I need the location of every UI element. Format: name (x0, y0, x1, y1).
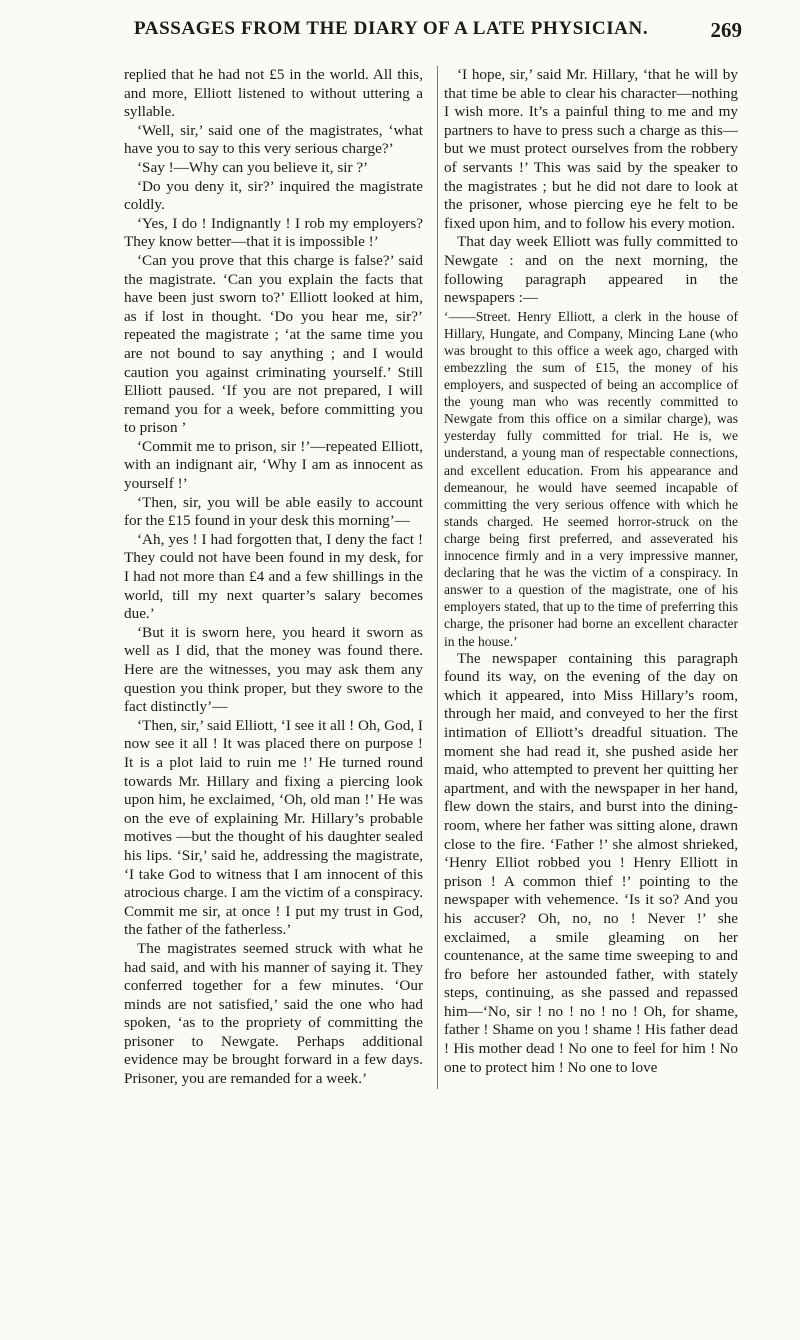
paragraph: ‘Then, sir,’ said Elliott, ‘I see it all ! Oh, God, I now see it all ! It was placed there on purpose ! It is a plot laid to ruin me !’ He turned round towards Mr. Hillary and fixing a piercing look upon him, he exclaimed, ‘Oh, old man !’ He was on the eve of explaining Mr. Hillary’s probable motives —but the thought of his daughter sealed his lips. ‘Sir,’ said he, addressing the magistrate, ‘I take God to witness that I am innocent of this atrocious charge. I am the victim of a conspiracy. Commit me sir, at once ! I put my trust in God, the father of the fatherless.’ (124, 716, 423, 939)
paragraph: ‘——Street. Henry Elliott, a clerk in the house of Hillary, Hungate, and Company, Mincing Lane (who was brought to this office a week ago, charged with embezzling the sum of £15, the money of his employers, and suspected of being an accomplice of the young man who was recently committed to Newgate from this office on a similar charge), was yesterday fully committed for trial. He is, we understand, a young man of respectable connections, and excellent education. From his appearance and demeanour, he would have seemed incapable of committing the very serious offence with which he stands charged. He seemed horror-struck on the charge being first preferred, and asseverated his innocence firmly and in a very impressive manner, declaring that he was the victim of a conspiracy. In answer to a question of the magistrate, one of his employers stated, that up to the time of preferring this charge, the prisoner had borne an excellent character in the house.’ (444, 308, 738, 649)
page-number: 269 (710, 18, 742, 42)
paragraph: ‘Yes, I do ! Indignantly ! I rob my employers? They know better—that it is impossible !’ (124, 214, 423, 251)
paragraph: ‘Then, sir, you will be able easily to account for the £15 found in your desk this morning’— (124, 493, 423, 530)
paragraph: ‘But it is sworn here, you heard it sworn as well as I did, that the money was found there. Here are the witnesses, you may ask them any question you think proper, but they swore to the fact distinctly’— (124, 623, 423, 716)
paragraph: ‘Ah, yes ! I had forgotten that, I deny the fact ! They could not have been found in my desk, for I had not more than £4 and a few shillings in the world, till my next quarter’s salary becomes due.’ (124, 530, 423, 623)
right-column (437, 66, 738, 1089)
page-header (124, 18, 742, 52)
paragraph: ‘Commit me to prison, sir !’—repeated Elliott, with an indignant air, ‘Why I am as innocent as yourself !’ (124, 437, 423, 493)
text-columns (124, 66, 738, 1089)
running-title: PASSAGES FROM THE DIARY OF A LATE PHYSICIAN. (134, 18, 649, 39)
paragraph: That day week Elliott was fully committed to Newgate : and on the next morning, the following paragraph appeared in the newspapers :— (444, 233, 738, 307)
paragraph: The magistrates seemed struck with what he had said, and with his manner of saying it. They conferred together for a few minutes. ‘Our minds are not satisfied,’ said the one who had spoken, ‘as to the propriety of committing the prisoner to Newgate. Perhaps additional evidence may be brought forward in a few days. Prisoner, you are remanded for a week.’ (124, 939, 423, 1088)
paragraph: ‘Say !—Why can you believe it, sir ?’ (137, 158, 369, 176)
paragraph: ‘I hope, sir,’ said Mr. Hillary, ‘that he will by that time be able to clear his character—nothing I wish more. It’s a painful thing to me and my partners to have to press such a charge as this—but we must protect ourselves from the robbery of servants !’ This was said by the speaker to the magistrates ; but he did not dare to look at the prisoner, whose piercing eye he felt to be fixed upon him, and to follow his every motion. (444, 66, 738, 232)
paragraph: ‘Do you deny it, sir?’ inquired the magistrate coldly. (124, 177, 423, 214)
paragraph: replied that he had not £5 in the world. All this, and more, Elliott listened to without uttering a syllable. (124, 66, 423, 121)
paragraph: ‘Well, sir,’ said one of the magistrates, ‘what have you to say to this very serious charge?’ (124, 121, 423, 158)
paragraph: ‘Can you prove that this charge is false?’ said the magistrate. ‘Can you explain the facts that have been just sworn to?’ Elliott looked at him, as if lost in thought. ‘Do you hear me, sir?’ repeated the magistrate ; ‘at the same time you are not bound to say anything ; and I would caution you against criminating yourself.’ Still Elliott paused. ‘If you are not prepared, I will remand you for a week, before committing you to prison ’ (124, 251, 423, 437)
paragraph: The newspaper containing this paragraph found its way, on the evening of the day on which it appeared, into Miss Hillary’s room, through her maid, and conveyed to her the first intimation of Elliott’s dreadful situation. The moment she had read it, she pushed aside her maid, who attempted to prevent her quitting her apartment, and with the newspaper in her hand, flew down the stairs, and burst into the dining-room, where her father was sitting alone, drawn close to the fire. ‘Father !’ she almost shrieked, ‘Henry Elliot robbed you ! Henry Elliott in prison ! A common thief !’ pointing to the newspaper with vehemence. ‘Is it so? And you his accuser? Oh, no, no ! Never !’ she exclaimed, a smile gleaming on her countenance, at the same time sweeping to and fro before her astounded father, with stately steps, continuing, as she passed and repassed him—‘No, sir ! no ! no ! no ! Oh, for shame, father ! Shame on you ! shame ! His father dead ! His mother dead ! No one to feel for him ! No one to protect him ! No one to love (444, 649, 738, 1076)
left-column (124, 66, 423, 1089)
